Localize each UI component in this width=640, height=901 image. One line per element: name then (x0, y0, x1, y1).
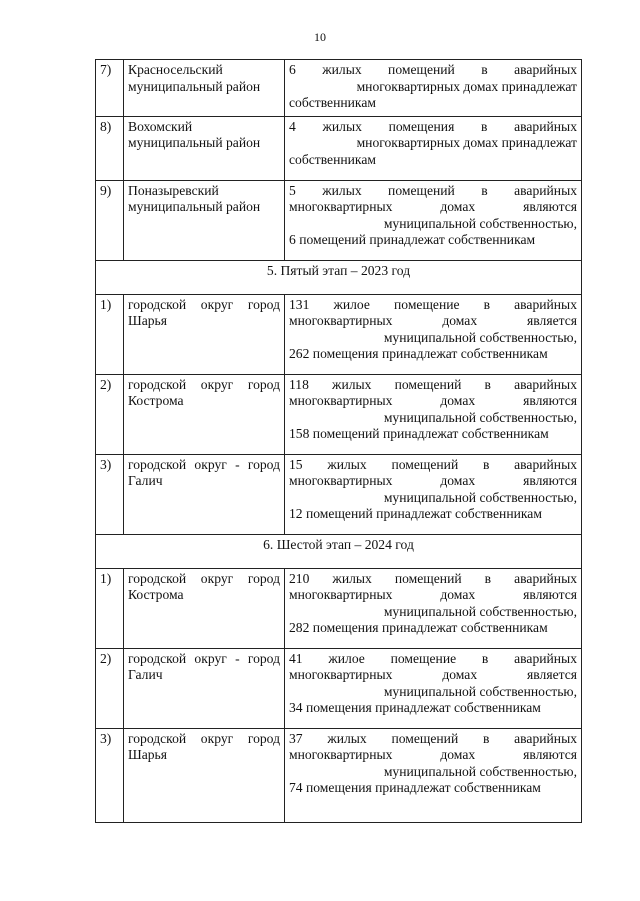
table-row (96, 728, 582, 822)
row-number: 7) (96, 60, 124, 117)
description-main-text: 41 жилое помещение в аварийных многоквартирных домах является муниципальной собственностью, (289, 650, 577, 699)
municipality-name: Красносельский муниципальный район (124, 60, 285, 117)
page-number: 10 (314, 30, 326, 44)
description-last-line: собственникам (289, 151, 376, 167)
dwelling-description (285, 648, 582, 728)
dwelling-description (285, 294, 582, 374)
row-number: 1) (96, 294, 124, 374)
row-number: 2) (96, 374, 124, 454)
stage-header-row (96, 260, 582, 294)
table-row (96, 116, 582, 180)
municipality-name: городской округ город Кострома (124, 568, 285, 648)
table-body (96, 60, 582, 823)
municipality-name: городской округ город Шарья (124, 294, 285, 374)
row-number: 8) (96, 116, 124, 180)
table-row (96, 374, 582, 454)
description-last-line: 282 помещения принадлежат собственникам (289, 620, 548, 635)
description-last-line: 12 помещений принадлежат собственникам (289, 506, 542, 521)
table-row (96, 180, 582, 260)
description-last-line: 158 помещений принадлежат собственникам (289, 426, 549, 441)
dwelling-description (285, 568, 582, 648)
dwelling-description (285, 374, 582, 454)
description-main-text: 210 жилых помещений в аварийных многоквартирных домах являются муниципальной собственностью, (289, 570, 577, 619)
description-last-line: 262 помещения принадлежат собственникам (289, 346, 548, 361)
table-row (96, 648, 582, 728)
municipality-name: городской округ город Кострома (124, 374, 285, 454)
description-main-text: 37 жилых помещений в аварийных многоквартирных домах являются муниципальной собственностью, (289, 730, 577, 779)
municipality-name: Вохомский муниципальный район (124, 116, 285, 180)
municipality-name: городской округ - город Галич (124, 454, 285, 534)
row-number: 9) (96, 180, 124, 260)
table-row (96, 454, 582, 534)
stage-header-row (96, 534, 582, 568)
municipality-name: Поназыревский муниципальный район (124, 180, 285, 260)
description-main-text: 6 жилых помещений в аварийных многоквартирных домах принадлежат (289, 62, 577, 94)
row-number: 3) (96, 728, 124, 822)
description-main-text: 15 жилых помещений в аварийных многоквартирных домах являются муниципальной собственностью, (289, 456, 577, 505)
dwelling-description (285, 60, 582, 117)
description-last-line: 34 помещения принадлежат собственникам (289, 700, 541, 715)
dwelling-description (285, 180, 582, 260)
stage-title: 6. Шестой этап – 2024 год (96, 534, 582, 568)
description-last-line: собственникам (289, 95, 376, 110)
dwelling-description (285, 728, 582, 822)
description-main-text: 131 жилое помещение в аварийных многоквартирных домах является муниципальной собственностью, (289, 296, 577, 345)
municipality-name: городской округ - город Галич (124, 648, 285, 728)
description-last-line: 6 помещений принадлежат собственникам (289, 232, 536, 247)
table-row (96, 568, 582, 648)
row-number: 1) (96, 568, 124, 648)
stage-title: 5. Пятый этап – 2023 год (96, 260, 582, 294)
description-last-line: 74 помещения принадлежат собственникам (289, 780, 541, 795)
program-stages-table (95, 59, 582, 823)
municipality-name: городской округ город Шарья (124, 728, 285, 822)
table-row (96, 294, 582, 374)
dwelling-description (285, 116, 582, 180)
description-main-text: 4 жилых помещения в аварийных многоквартирных домах принадлежат (289, 118, 577, 150)
description-main-text: 118 жилых помещений в аварийных многоквартирных домах являются муниципальной собственностью, (289, 376, 577, 425)
dwelling-description (285, 454, 582, 534)
row-number: 3) (96, 454, 124, 534)
table-row (96, 60, 582, 117)
row-number: 2) (96, 648, 124, 728)
description-main-text: 5 жилых помещений в аварийных многоквартирных домах являются муниципальной собственностью, (289, 182, 577, 231)
